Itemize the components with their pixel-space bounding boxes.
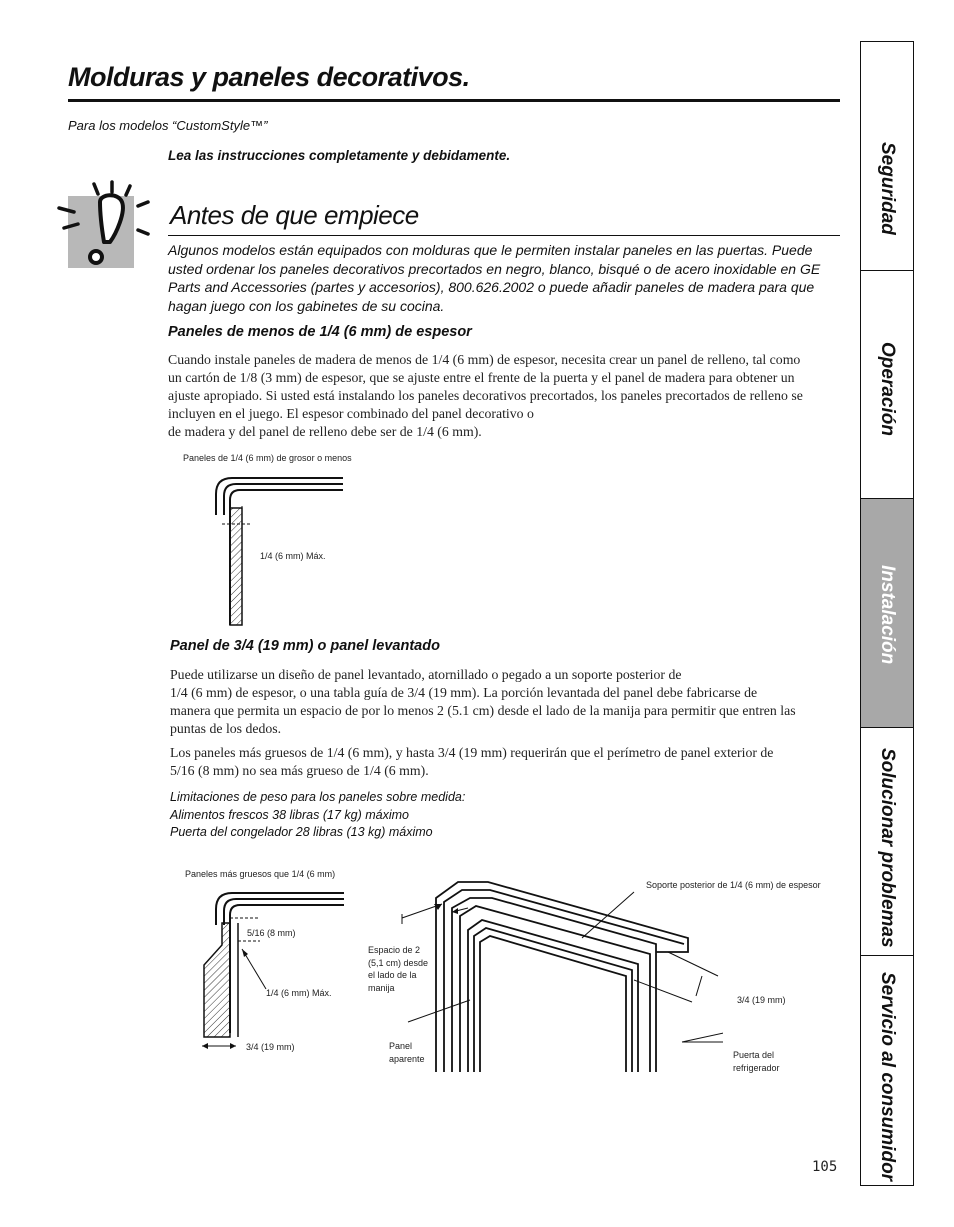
door-label <box>733 1049 780 1074</box>
raised-panel-label-line: Panel <box>389 1041 413 1051</box>
body-line: 1/4 (6 mm) de espesor, o una tabla guía de 3/4 (19 mm). La porción levantada del panel debe fabricarse de <box>170 685 758 700</box>
thin-panel-max-label: 1/4 (6 mm) Máx. <box>260 551 326 561</box>
backing-label: Soporte posterior de 1/4 (6 mm) de espesor <box>646 880 821 890</box>
body-line: Los paneles más gruesos de 1/4 (6 mm), y hasta 3/4 (19 mm) requerirán que el perímetro de panel exterior de <box>170 745 774 760</box>
thick-panel-max-label: 1/4 (6 mm) Máx. <box>266 988 332 998</box>
raised-panel-label <box>389 1040 425 1065</box>
body-line: puntas de los dedos. <box>170 721 282 736</box>
section-tabs <box>860 41 914 1186</box>
tab-label: Operación <box>877 342 898 436</box>
caution-icon <box>56 180 152 272</box>
door-label-line: refrigerador <box>733 1062 780 1073</box>
models-line: Para los modelos “CustomStyle™” <box>68 118 268 133</box>
limits-line: Puerta del congelador 28 libras (13 kg) máximo <box>170 825 433 839</box>
body-line: manera que permita un espacio de por lo menos 2 (5.1 cm) desde el lado de la manija para permitir que entren las <box>170 703 796 718</box>
tab-label: Servicio al consumidor <box>877 972 898 1182</box>
body-line: de madera y del panel de relleno debe ser de 1/4 (6 mm). <box>168 424 482 439</box>
read-instructions-note: Lea las instrucciones completamente y debidamente. <box>168 148 511 163</box>
tab-operacion[interactable] <box>861 271 913 499</box>
body-line: Cuando instale paneles de madera de menos de 1/4 (6 mm) de espesor, necesita crear un panel de relleno, tal como <box>168 352 801 367</box>
thin-panel-diagram <box>200 470 360 630</box>
gap-label-line: (5,1 cm) desde <box>368 957 429 968</box>
raised-panel-label-line: aparente <box>389 1053 425 1064</box>
raised-panel-para1 <box>170 666 842 738</box>
body-line: incluyen en el juego. El espesor combinado del panel decorativo o <box>168 406 534 421</box>
gap-label <box>368 944 428 994</box>
door-label-line: Puerta del <box>733 1050 775 1060</box>
section-rule <box>168 235 840 236</box>
body-line: un cartón de 1/8 (3 mm) de espesor, que se ajuste entre el frente de la puerta y el panel de madera para obtener un <box>168 370 795 385</box>
tab-label: Instalación <box>877 565 898 665</box>
gap-label-line: el lado de la <box>368 970 417 980</box>
section-heading: Antes de que empiece <box>170 200 419 230</box>
tab-label: Solucionar problemas <box>877 748 898 948</box>
thin-panels-heading: Paneles de menos de 1/4 (6 mm) de espesor <box>168 324 472 340</box>
tab-label: Seguridad <box>877 142 898 235</box>
body-line: Puede utilizarse un diseño de panel levantado, atornillado o pegado a un soporte posterior de <box>170 667 682 682</box>
body-line: 5/16 (8 mm) no sea más grueso de 1/4 (6 mm). <box>170 763 429 778</box>
door-panel-diagram <box>398 872 723 1077</box>
thick-panel-perimeter-label: 5/16 (8 mm) <box>247 928 296 938</box>
thin-panels-body <box>168 351 840 441</box>
door-thickness-label: 3/4 (19 mm) <box>737 995 786 1005</box>
limits-line: Alimentos frescos 38 libras (17 kg) máximo <box>170 807 409 822</box>
intro-paragraph: Algunos modelos están equipados con molduras que le permiten instalar paneles en las puertas. Puede usted ordenar los paneles decorativos precortados en negro, blanco, bisqué o de acero inoxidable en GE Parts and Accessories (partes y accesorios), 800.626.2002 o puede añadir paneles de madera para que hagan juego con los gabinetes de su cocina. <box>168 242 821 314</box>
tab-solucionar-problemas[interactable] <box>861 728 913 956</box>
gap-label-line: Espacio de 2 <box>368 945 421 955</box>
thick-panel-diagram <box>196 885 376 1060</box>
title-rule <box>68 99 840 102</box>
tab-seguridad[interactable] <box>861 42 913 271</box>
thick-panel-caption: Paneles más gruesos que 1/4 (6 mm) <box>185 869 336 879</box>
tab-servicio-al-consumidor[interactable] <box>861 956 913 1185</box>
weight-limits <box>170 789 465 842</box>
raised-panel-heading: Panel de 3/4 (19 mm) o panel levantado <box>170 638 440 654</box>
thin-panel-diagram-caption: Paneles de 1/4 (6 mm) de grosor o menos <box>183 453 352 463</box>
gap-label-line: manija <box>368 982 395 993</box>
body-line: ajuste apropiado. Si usted está instalando los paneles decorativos precortados, los paneles precortados de relleno se <box>168 388 803 403</box>
limits-line: Limitaciones de peso para los paneles sobre medida: <box>170 790 466 804</box>
page-title: Molduras y paneles decorativos. <box>68 62 470 92</box>
raised-panel-para2 <box>170 744 842 780</box>
thick-panel-depth-label: 3/4 (19 mm) <box>246 1042 295 1052</box>
page-number: 105 <box>812 1159 838 1175</box>
tab-instalacion[interactable] <box>861 499 913 728</box>
